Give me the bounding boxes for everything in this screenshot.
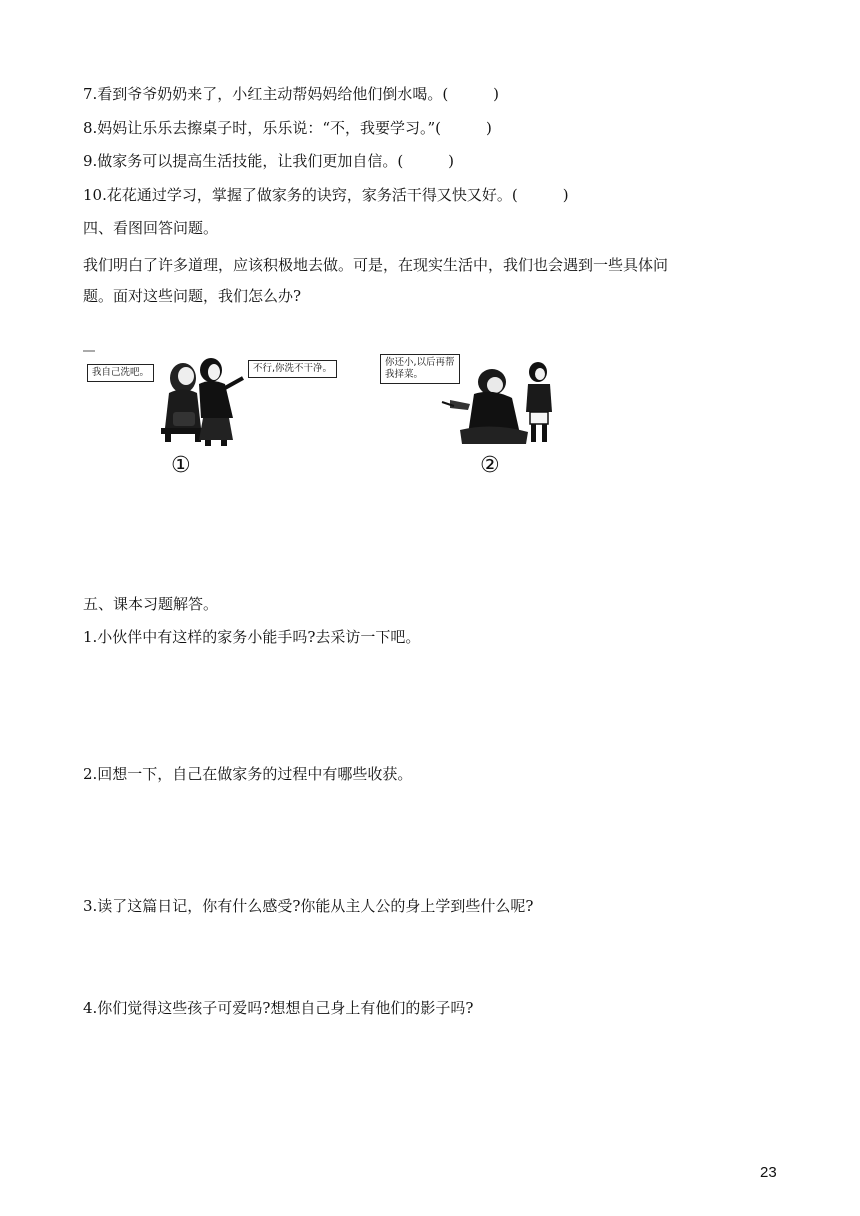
picture-2 [380, 352, 560, 483]
section5-q3: 3.读了这篇日记，你有什么感受?你能从主人公的身上学到些什么呢? [83, 897, 534, 915]
section4-intro-line1: 我们明白了许多道理，应该积极地去做。可是，在现实生活中，我们也会遇到一些具体问 [83, 256, 669, 274]
judgement-q8: 8.妈妈让乐乐去擦桌子时，乐乐说：“不，我要学习。”( ) [83, 119, 492, 137]
page-number: 23 [760, 1164, 777, 1181]
section5-q1: 1.小伙伴中有这样的家务小能手吗?去采访一下吧。 [83, 628, 421, 646]
section4-title: 四、看图回答问题。 [83, 219, 219, 237]
picture-2-number: ② [480, 453, 500, 478]
picture-1-bubble-left: 我自己洗吧。 [87, 364, 154, 382]
judgement-q9: 9.做家务可以提高生活技能，让我们更加自信。( ) [83, 152, 455, 170]
picture-1-number: ① [171, 453, 191, 478]
picture-2-bubble [380, 354, 460, 384]
picture-2-bubble-line1: 你还小,以后再帮 [385, 357, 455, 368]
section5-q2: 2.回想一下，自己在做家务的过程中有哪些收获。 [83, 765, 413, 783]
judgement-q10: 10.花花通过学习，掌握了做家务的诀窍，家务活干得又快又好。( ) [83, 186, 569, 204]
picture-1-bubble-right: 不行,你洗不干净。 [248, 360, 337, 378]
picture-2-bubble-line2: 我择菜。 [385, 369, 424, 380]
picture-1 [83, 348, 358, 483]
judgement-q7: 7.看到爷爷奶奶来了，小红主动帮妈妈给他们倒水喝。( ) [83, 85, 500, 103]
section5-q4: 4.你们觉得这些孩子可爱吗?想想自己身上有他们的影子吗? [83, 999, 474, 1017]
section5-title: 五、课本习题解答。 [83, 595, 219, 613]
section4-intro-line2: 题。面对这些问题，我们怎么办? [83, 287, 302, 305]
